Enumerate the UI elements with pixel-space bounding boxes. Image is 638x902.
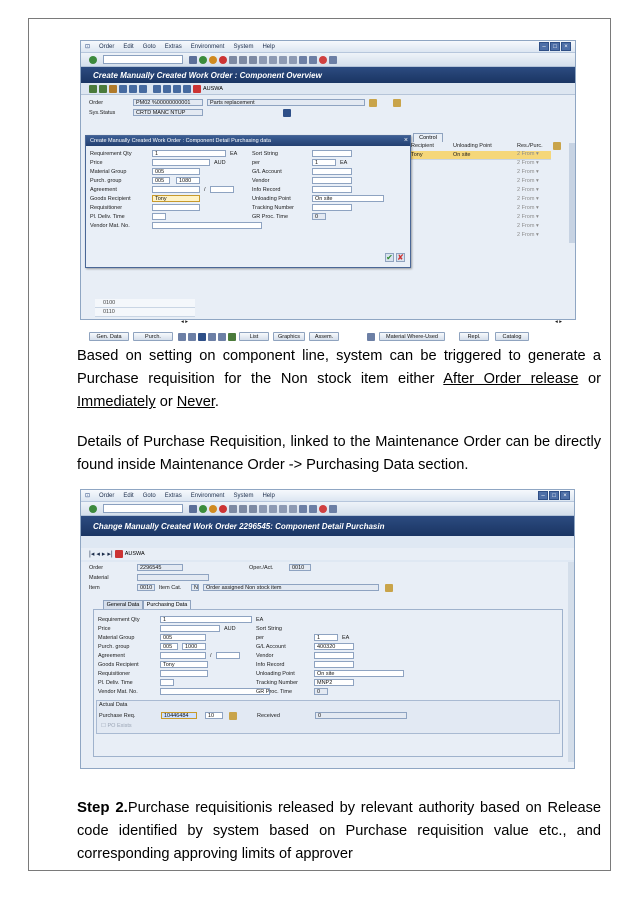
label-vendor-mat-no: Vendor Mat. No. <box>90 223 130 229</box>
tab-control[interactable]: Control <box>413 133 443 142</box>
po-exists-checkbox-label[interactable]: ☐ PO Exists <box>101 723 132 729</box>
layout-icon[interactable] <box>329 505 337 513</box>
label-price: Price <box>90 160 103 166</box>
res-purc-cell[interactable]: 2 From ▾ <box>517 178 539 184</box>
material-label: Material <box>89 575 109 581</box>
material-where-used-button[interactable]: Material Where-Used <box>379 332 445 341</box>
menu-environment[interactable]: Environment <box>190 492 225 499</box>
menu-icon[interactable]: ⊡ <box>85 44 91 50</box>
minimize-icon[interactable]: – <box>539 42 549 51</box>
purch-button[interactable]: Purch. <box>133 332 173 341</box>
menu-help[interactable]: Help <box>262 43 275 50</box>
res-purc-cell[interactable]: 2 From ▾ <box>517 151 539 157</box>
agreement-field[interactable] <box>160 652 206 659</box>
print-icon[interactable] <box>229 505 237 513</box>
label-tracking-number: Tracking Number <box>252 205 294 211</box>
objects-icon[interactable] <box>129 85 137 93</box>
item-field[interactable]: 0010 <box>137 584 155 591</box>
unloading-point-field[interactable]: On site <box>314 670 404 677</box>
standard-toolbar <box>81 502 574 516</box>
menu-edit[interactable]: Edit <box>123 43 134 50</box>
menu-order[interactable]: Order <box>99 492 115 499</box>
vendor-field[interactable] <box>312 177 352 184</box>
res-purc-cell[interactable]: 2 From ▾ <box>517 160 539 166</box>
gr-proc-time-field[interactable]: 0 <box>314 688 328 695</box>
res-purc-column <box>517 151 567 241</box>
label-unloading-point: Unloading Point <box>252 196 291 202</box>
label-vendor: Vendor <box>256 653 274 659</box>
grid-cell-recipient: Tony <box>411 152 423 158</box>
display-text-icon[interactable] <box>393 99 401 107</box>
next-page-icon[interactable] <box>279 505 287 513</box>
purch-group-field[interactable]: 005 <box>152 177 170 184</box>
screen-title-bar <box>81 67 575 83</box>
grid-header-res-purc[interactable]: Res./Purc. <box>517 143 543 149</box>
label-info-record: Info Record <box>256 662 285 668</box>
label-purchase-req: Purchase Req. <box>99 713 136 719</box>
menu-goto[interactable]: Goto <box>142 492 156 499</box>
sort-string-field[interactable] <box>312 150 352 157</box>
enter-icon[interactable] <box>89 505 97 513</box>
additional-data-icon[interactable] <box>153 85 161 93</box>
layout-change-icon[interactable] <box>193 85 201 93</box>
price-field[interactable] <box>152 159 210 166</box>
tab-purchasing-data[interactable]: Purchasing Data <box>143 600 191 609</box>
item-description-field[interactable]: Order assigned Non stock item <box>203 584 379 591</box>
menu-help[interactable]: Help <box>262 492 275 499</box>
components-icon[interactable] <box>89 85 97 93</box>
prev-page-icon[interactable] <box>269 56 277 64</box>
screen-body <box>81 95 575 340</box>
label-requirement-qty: Requirement Qty <box>90 151 132 157</box>
label-purch-group: Purch. group <box>98 644 130 650</box>
catalog-button[interactable]: Catalog <box>495 332 529 341</box>
sys-status-field[interactable]: CRTD MANC NTUP <box>133 109 203 116</box>
res-purc-cell[interactable]: 2 From ▾ <box>517 187 539 193</box>
maximize-icon[interactable]: □ <box>549 491 559 500</box>
gl-account-field[interactable]: 400320 <box>314 643 354 650</box>
item-number: 0100 <box>103 300 116 306</box>
gl-account-field[interactable] <box>312 168 352 175</box>
res-purc-cell[interactable]: 2 From ▾ <box>517 232 539 238</box>
command-field[interactable] <box>103 504 183 513</box>
operations-icon[interactable] <box>99 85 107 93</box>
label-vendor-mat-no: Vendor Mat. No. <box>98 689 138 695</box>
unit-text: EA <box>230 151 238 157</box>
order-field[interactable]: PM02 %00000000001 <box>133 99 203 106</box>
help-icon[interactable] <box>319 505 327 513</box>
enter-icon[interactable] <box>89 56 97 64</box>
standard-toolbar <box>81 53 575 67</box>
screen-scrollbar[interactable] <box>568 562 574 762</box>
screen-title: Create Manually Created Work Order : Component Overview <box>93 70 322 80</box>
purchasing-data-popup <box>85 135 411 268</box>
application-toolbar <box>81 83 575 95</box>
screen-body <box>81 562 574 768</box>
goods-recipient-field[interactable]: Tony <box>160 661 208 668</box>
unloading-point-field[interactable]: On site <box>312 195 384 202</box>
never-text: Never <box>176 394 215 411</box>
order-description-field[interactable]: Parts replacement <box>207 99 365 106</box>
label-price: Price <box>98 626 111 632</box>
step-text: Purchase requisitionis released by relevant authority based on Release code identified by system based on Purchase requisition value etc., and corresponding approving limits of approver <box>77 800 601 863</box>
new-session-icon[interactable] <box>299 505 307 513</box>
partner-icon[interactable] <box>119 85 127 93</box>
label-gr-proc-time: GR Proc. Time <box>256 689 293 695</box>
label-sort-string: Sort String <box>256 626 282 632</box>
tracking-number-field[interactable] <box>312 204 352 211</box>
exit-icon[interactable] <box>209 56 217 64</box>
purchase-req-field[interactable]: 10446484 <box>161 712 197 719</box>
label-requisitioner: Requisitioner <box>90 205 123 211</box>
label-unloading-point: Unloading Point <box>256 671 295 677</box>
screen-title-bar <box>81 516 574 536</box>
label-received: Received <box>257 713 280 719</box>
after-order-release-text: After Order release <box>443 371 579 388</box>
exit-icon[interactable] <box>209 505 217 513</box>
grid-header-unloading-point[interactable]: Unloading Point <box>453 143 492 149</box>
agreement-separator: / <box>210 653 212 659</box>
oper-act-field[interactable]: 0010 <box>289 564 311 571</box>
vendor-field[interactable] <box>314 652 354 659</box>
back-icon[interactable] <box>199 56 207 64</box>
agreement-separator: / <box>204 187 206 193</box>
help-icon[interactable] <box>319 56 327 64</box>
label-pl-deliv-time: Pl. Deliv. Time <box>90 214 125 220</box>
grid-scrollbar[interactable] <box>569 143 575 243</box>
window-controls <box>538 491 570 500</box>
requirement-qty-field[interactable]: 1 <box>160 616 252 623</box>
label-sort-string: Sort String <box>252 151 278 157</box>
move-icon[interactable] <box>228 333 236 341</box>
grid-header-recipient[interactable]: Recipient <box>411 143 434 149</box>
per-unit-text: EA <box>342 635 350 641</box>
tracking-number-field[interactable]: MNP2 <box>314 679 354 686</box>
received-field[interactable]: 0 <box>315 712 407 719</box>
prev-page-icon[interactable] <box>269 505 277 513</box>
application-toolbar <box>81 548 574 560</box>
planning-icon[interactable] <box>173 85 181 93</box>
menu-system[interactable]: System <box>233 43 254 50</box>
paragraph-purchasing-data-details: Details of Purchase Requisition, linked to the Maintenance Order can be directly found inside Maintenance Order -> Purchasing Data section. <box>77 434 601 474</box>
res-purc-cell[interactable]: 2 From ▾ <box>517 214 539 220</box>
tab-general-data[interactable]: General Data <box>103 600 143 609</box>
label-pl-deliv-time: Pl. Deliv. Time <box>98 680 133 686</box>
material-field[interactable] <box>137 574 209 581</box>
select-all-icon[interactable] <box>178 333 186 341</box>
prev-item-icon[interactable]: ◂ <box>96 551 100 558</box>
actual-data-section <box>96 700 560 734</box>
repl-button[interactable]: Repl. <box>459 332 489 341</box>
res-purc-cell[interactable]: 2 From ▾ <box>517 223 539 229</box>
agreement-field[interactable] <box>152 186 200 193</box>
oper-act-label: Oper./Act. <box>249 565 274 571</box>
where-used-icon[interactable] <box>367 333 375 341</box>
label-per: per <box>252 160 260 166</box>
agreement-item-field[interactable] <box>210 186 234 193</box>
res-purc-cell[interactable]: 2 From ▾ <box>517 169 539 175</box>
settlement-icon[interactable] <box>139 85 147 93</box>
label-material-group: Material Group <box>98 635 135 641</box>
immediately-text: Immediately <box>77 394 156 411</box>
label-gl-account: G/L Account <box>252 169 282 175</box>
find-icon[interactable] <box>239 505 247 513</box>
find-next-icon[interactable] <box>249 505 257 513</box>
maximize-icon[interactable]: □ <box>550 42 560 51</box>
command-field[interactable] <box>103 55 183 64</box>
goods-recipient-field[interactable]: Tony <box>152 195 200 202</box>
graphics-button[interactable]: Graphics <box>273 332 305 341</box>
per-unit-text: EA <box>340 160 348 166</box>
vendor-mat-no-field[interactable] <box>152 222 262 229</box>
label-gl-account: G/L Account <box>256 644 286 650</box>
new-session-icon[interactable] <box>299 56 307 64</box>
menu-extras[interactable]: Extras <box>164 43 182 50</box>
menu-bar <box>81 490 574 502</box>
label-agreement: Agreement <box>90 187 117 193</box>
menu-bar <box>81 41 575 53</box>
window-controls <box>539 42 571 51</box>
info-record-field[interactable] <box>312 186 352 193</box>
delete-icon[interactable] <box>218 333 226 341</box>
purchase-req-display-icon[interactable] <box>229 712 237 720</box>
res-purc-cell[interactable]: 2 From ▾ <box>517 196 539 202</box>
menu-environment[interactable]: Environment <box>190 43 225 50</box>
scroll-left-right-icon[interactable]: ◂ ▸ <box>555 319 563 325</box>
requisitioner-field[interactable] <box>152 204 200 211</box>
popup-title-bar <box>86 136 410 146</box>
menu-edit[interactable]: Edit <box>123 492 134 499</box>
first-item-icon[interactable]: |◂ <box>89 551 95 558</box>
menu-order[interactable]: Order <box>99 43 115 50</box>
sap-screenshot-component-detail <box>80 489 575 769</box>
sap-screenshot-component-overview <box>80 40 576 340</box>
print-icon[interactable] <box>229 56 237 64</box>
price-field[interactable] <box>160 625 220 632</box>
close-icon[interactable]: × <box>560 491 570 500</box>
purch-group-field[interactable]: 005 <box>160 643 178 650</box>
layout-icon[interactable] <box>329 56 337 64</box>
auswa-label[interactable]: AUSWA <box>203 85 223 92</box>
grid-row[interactable] <box>95 308 195 317</box>
label-agreement: Agreement <box>98 653 125 659</box>
agreement-item-field[interactable] <box>216 652 240 659</box>
minimize-icon[interactable]: – <box>538 491 548 500</box>
last-page-icon[interactable] <box>289 505 297 513</box>
requirement-qty-field[interactable]: 1 <box>152 150 226 157</box>
menu-icon[interactable]: ⊡ <box>85 493 91 499</box>
long-text-icon[interactable] <box>385 584 393 592</box>
item-cat-label: Item Cat. <box>159 585 182 591</box>
long-text-icon[interactable] <box>369 99 377 107</box>
menu-system[interactable]: System <box>233 492 254 499</box>
item-label: Item <box>89 585 100 591</box>
cancel-icon[interactable] <box>219 505 227 513</box>
step-label: Step 2. <box>77 799 128 816</box>
detail-icon[interactable] <box>198 333 206 341</box>
paragraph-purchase-requisition-trigger: Based on setting on component line, system can be triggered to generate a Purchase requisition for the Non stock item either After Order release or Immediately or Never. <box>77 348 602 411</box>
back-icon[interactable] <box>199 505 207 513</box>
pl-deliv-time-field[interactable] <box>160 679 174 686</box>
label-vendor: Vendor <box>252 178 270 184</box>
shortcut-icon[interactable] <box>309 56 317 64</box>
material-group-field[interactable]: 005 <box>160 634 206 641</box>
sys-status-label: Sys.Status <box>89 110 116 116</box>
label-tracking-number: Tracking Number <box>256 680 298 686</box>
currency-text: AUD <box>224 626 236 632</box>
shortcut-icon[interactable] <box>309 505 317 513</box>
first-page-icon[interactable] <box>259 505 267 513</box>
item-number: 0110 <box>103 309 115 315</box>
menu-extras[interactable]: Extras <box>164 492 182 499</box>
close-icon[interactable]: × <box>403 137 408 144</box>
costs-icon[interactable] <box>109 85 117 93</box>
order-label: Order <box>89 100 104 106</box>
currency-text: AUD <box>214 160 226 166</box>
label-gr-proc-time: GR Proc. Time <box>252 214 289 220</box>
confirm-icon[interactable]: ✔ <box>386 253 393 262</box>
status-info-icon[interactable] <box>283 109 291 117</box>
order-field[interactable]: 2296545 <box>137 564 183 571</box>
find-next-icon[interactable] <box>249 56 257 64</box>
purch-org-field[interactable]: 1000 <box>182 643 206 650</box>
gr-proc-time-field[interactable]: 0 <box>312 213 326 220</box>
save-icon[interactable] <box>189 56 197 64</box>
label-purch-group: Purch. group <box>90 178 122 184</box>
assem-button[interactable]: Assem. <box>309 332 339 341</box>
list-button[interactable]: List <box>239 332 269 341</box>
cancel-icon[interactable] <box>219 56 227 64</box>
label-goods-recipient: Goods Recipient <box>98 662 139 668</box>
scroll-left-right-icon[interactable]: ◂ ▸ <box>181 319 189 325</box>
per-field[interactable]: 1 <box>312 159 336 166</box>
purch-org-field[interactable]: 1080 <box>176 177 200 184</box>
unit-text: EA <box>256 617 264 623</box>
label-info-record: Info Record <box>252 187 281 193</box>
cancel-icon[interactable]: ✘ <box>397 253 404 262</box>
menu-goto[interactable]: Goto <box>142 43 156 50</box>
save-icon[interactable] <box>189 505 197 513</box>
close-icon[interactable]: × <box>561 42 571 51</box>
layout-change-icon[interactable] <box>115 550 123 558</box>
grid-cell-unloading: On site <box>453 152 471 158</box>
next-item-icon[interactable]: ▸ <box>101 551 106 558</box>
requisitioner-field[interactable] <box>160 670 208 677</box>
purchase-req-item-field[interactable]: 10 <box>205 712 223 719</box>
gen-data-button[interactable]: Gen. Data <box>89 332 129 341</box>
column-settings-icon[interactable] <box>553 142 561 150</box>
info-record-field[interactable] <box>314 661 354 668</box>
label-material-group: Material Group <box>90 169 127 175</box>
popup-title: Create Manually Created Work Order : Component Detail Purchasing data <box>90 138 271 144</box>
first-page-icon[interactable] <box>259 56 267 64</box>
material-group-field[interactable]: 005 <box>152 168 200 175</box>
control-icon[interactable] <box>183 85 191 93</box>
label-requisitioner: Requisitioner <box>98 671 131 677</box>
location-icon[interactable] <box>163 85 171 93</box>
next-page-icon[interactable] <box>279 56 287 64</box>
find-icon[interactable] <box>239 56 247 64</box>
purchasing-data-panel <box>93 609 563 757</box>
pl-deliv-time-field[interactable] <box>152 213 166 220</box>
actual-data-heading: Actual Data <box>99 702 128 708</box>
last-page-icon[interactable] <box>289 56 297 64</box>
last-item-icon[interactable]: ▸| <box>107 551 113 558</box>
item-cat-field[interactable]: N <box>191 584 199 591</box>
label-requirement-qty: Requirement Qty <box>98 617 140 623</box>
deselect-icon[interactable] <box>188 333 196 341</box>
order-label: Order <box>89 565 104 571</box>
auswa-label[interactable]: AUSWA <box>124 551 145 557</box>
res-purc-cell[interactable]: 2 From ▾ <box>517 205 539 211</box>
screen-title: Change Manually Created Work Order 2296545: Component Detail Purchasin <box>93 521 385 531</box>
label-per: per <box>256 635 264 641</box>
grid-row[interactable] <box>95 299 195 308</box>
paragraph-step-2 <box>77 796 601 867</box>
vendor-mat-no-field[interactable] <box>160 688 270 695</box>
insert-icon[interactable] <box>208 333 216 341</box>
per-field[interactable]: 1 <box>314 634 338 641</box>
label-goods-recipient: Goods Recipient <box>90 196 131 202</box>
